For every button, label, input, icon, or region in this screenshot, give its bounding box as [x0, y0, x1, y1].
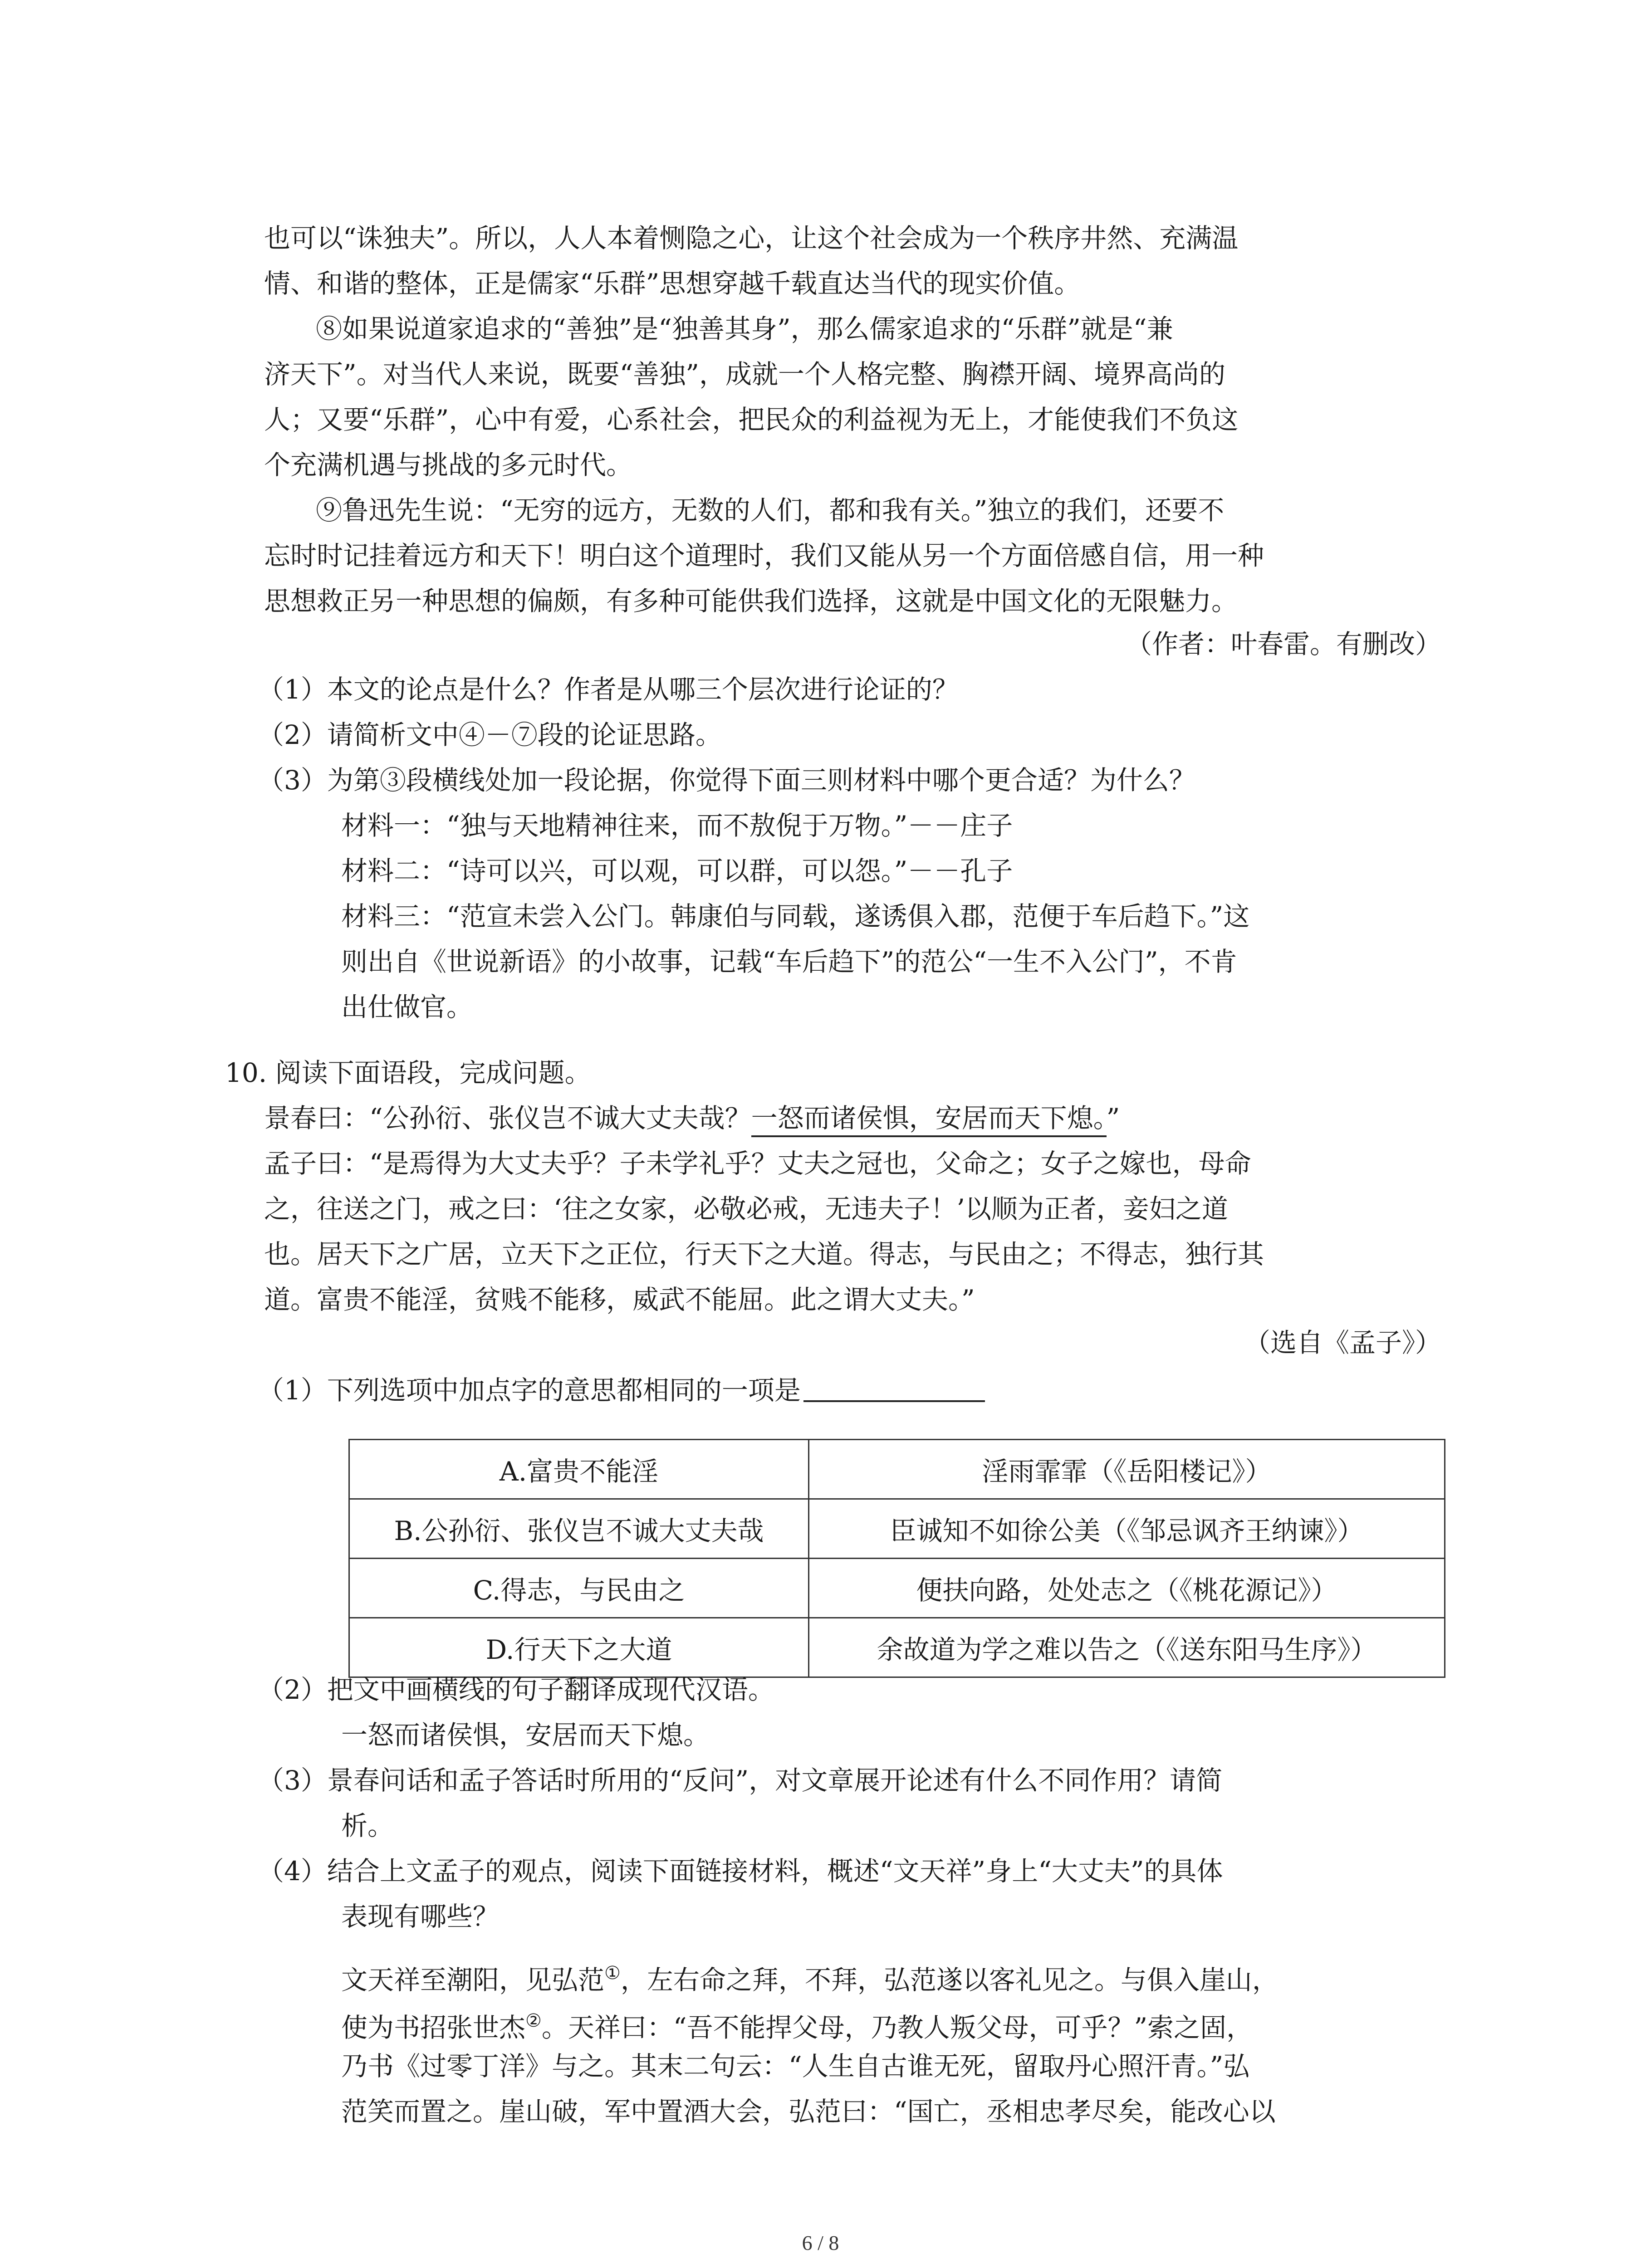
- options-table: [348, 1439, 1445, 1678]
- essay-line: 忘时时记挂着远方和天下！明白这个道理时，我们又能从另一个方面倍感自信，用一种: [264, 540, 1264, 571]
- essay-line: 济天下”。对当代人来说，既要“善独”，成就一个人格完整、胸襟开阔、境界高尚的: [264, 359, 1225, 390]
- option-d-compare: 余故道为学之难以告之（《送东阳马生序》）: [809, 1618, 1445, 1677]
- table-row: [349, 1559, 1445, 1618]
- link-material-line: 范笑而置之。崖山破，军中置酒大会，弘范曰：“国亡，丞相忠孝尽矣，能改心以: [341, 2096, 1276, 2127]
- link-text: 。天祥曰：“吾不能捍父母，乃教人叛父母，可乎？”索之固，: [541, 2012, 1253, 2043]
- essay-line: 也可以“诛独夫”。所以，人人本着恻隐之心，让这个社会成为一个秩序井然、充满温: [264, 223, 1239, 254]
- link-text: ，左右命之拜，不拜，弘范遂以客礼见之。与俱入崖山，: [620, 1965, 1279, 1995]
- essay-line: 人；又要“乐群”，心中有爱，心系社会，把民众的利益视为无上，才能使我们不负这: [264, 404, 1239, 435]
- essay-line: 思想救正另一种思想的偏颇，有多种可能供我们选择，这就是中国文化的无限魅力。: [264, 586, 1238, 616]
- q10-sub1-text: （1）下列选项中加点字的意思都相同的一项是: [258, 1375, 801, 1406]
- option-a-compare: 淫雨霏霏（《岳阳楼记》）: [809, 1440, 1445, 1499]
- page-number: 6 / 8: [802, 2231, 839, 2254]
- essay-line: 情、和谐的整体，正是儒家“乐群”思想穿越千载直达当代的现实价值。: [264, 268, 1081, 299]
- option-d: D.行天下之大道: [349, 1618, 809, 1677]
- q9-sub1: （1）本文的论点是什么？作者是从哪三个层次进行论证的？: [258, 674, 959, 705]
- q10-sub2: （2）把文中画横线的句子翻译成现代汉语。: [258, 1674, 774, 1705]
- q10-underlined-sentence: 一怒而诸侯惧，安居而天下熄。: [751, 1103, 1107, 1137]
- q10-mencius-line: 也。居天下之广居，立天下之正位，行天下之大道。得志，与民由之；不得志，独行其: [264, 1239, 1264, 1270]
- link-text: 文天祥至潮阳，见弘范: [341, 1965, 605, 1995]
- q10-sub1: [258, 1374, 985, 1406]
- link-material-line: [341, 1957, 1279, 1996]
- footnote-marker: ②: [525, 2010, 542, 2031]
- q9-material-1: 材料一：“独与天地精神往来，而不敖倪于万物。”－－庄子: [341, 810, 1013, 841]
- table-row: [349, 1618, 1445, 1677]
- q10-header: 10. 阅读下面语段，完成问题。: [225, 1057, 591, 1088]
- q10-source: （选自《孟子》）: [1244, 1327, 1441, 1358]
- essay-attribution: （作者：叶春雷。有删改）: [1125, 629, 1441, 660]
- essay-paragraph-9: ⑨鲁迅先生说：“无穷的远方，无数的人们，都和我有关。”独立的我们，还要不: [316, 495, 1225, 526]
- q9-material-3-line: 出仕做官。: [341, 992, 473, 1022]
- q10-quote-prefix: 景春曰：“公孙衍、张仪岂不诚大丈夫哉？: [264, 1103, 751, 1134]
- q10-mencius-line: 之，往送之门，戒之曰：‘往之女家，必敬必戒，无违夫子！’以顺为正者，妾妇之道: [264, 1193, 1228, 1224]
- option-b: B.公孙衍、张仪岂不诚大丈夫哉: [349, 1499, 809, 1559]
- answer-blank[interactable]: [803, 1378, 985, 1402]
- q10-sub2-sentence: 一怒而诸侯惧，安居而天下熄。: [341, 1720, 710, 1750]
- option-c: C.得志，与民由之: [349, 1559, 809, 1618]
- q9-material-3: 材料三：“范宣未尝入公门。韩康伯与同载，遂诱俱入郡，范便于车后趋下。”这: [341, 901, 1250, 932]
- q10-sub3-line: 析。: [341, 1810, 394, 1841]
- option-c-compare: 便扶向路，处处志之（《桃花源记》）: [809, 1559, 1445, 1618]
- q10-sub4-line: 表现有哪些？: [341, 1901, 500, 1932]
- essay-paragraph-8: ⑧如果说道家追求的“善独”是“独善其身”，那么儒家追求的“乐群”就是“兼: [316, 313, 1173, 344]
- link-text: 使为书招张世杰: [341, 2012, 526, 2043]
- q9-material-2: 材料二：“诗可以兴，可以观，可以群，可以怨。”－－孔子: [341, 855, 1013, 886]
- q10-jingchun-quote: [264, 1102, 1120, 1134]
- link-material-line: [341, 2005, 1253, 2043]
- q10-mencius-line: 道。富贵不能淫，贫贱不能移，威武不能屈。此之谓大丈夫。”: [264, 1284, 975, 1315]
- table-row: [349, 1440, 1445, 1499]
- essay-line: 个充满机遇与挑战的多元时代。: [264, 450, 633, 480]
- option-a: A.富贵不能淫: [349, 1440, 809, 1499]
- footnote-marker: ①: [604, 1963, 621, 1984]
- q9-sub2: （2）请简析文中④－⑦段的论证思路。: [258, 719, 722, 750]
- q9-sub3: （3）为第③段横线处加一段论据，你觉得下面三则材料中哪个更合适？为什么？: [258, 765, 1195, 796]
- q10-sub3: （3）景春问话和孟子答话时所用的“反问”，对文章展开论述有什么不同作用？请简: [258, 1765, 1223, 1796]
- q10-mencius-line: 孟子曰：“是焉得为大丈夫乎？子未学礼乎？丈夫之冠也，父命之；女子之嫁也，母命: [264, 1148, 1251, 1179]
- q10-sub4: （4）结合上文孟子的观点，阅读下面链接材料，概述“文天祥”身上“大丈夫”的具体: [258, 1856, 1223, 1887]
- option-b-compare: 臣诚知不如徐公美（《邹忌讽齐王纳谏》）: [809, 1499, 1445, 1559]
- table-row: [349, 1499, 1445, 1559]
- q10-quote-suffix: ”: [1106, 1103, 1120, 1134]
- q9-material-3-line: 则出自《世说新语》的小故事，记载“车后趋下”的范公“一生不入公门”，不肯: [341, 946, 1237, 977]
- link-material-line: 乃书《过零丁洋》与之。其末二句云：“人生自古谁无死，留取丹心照汗青。”弘: [341, 2051, 1250, 2082]
